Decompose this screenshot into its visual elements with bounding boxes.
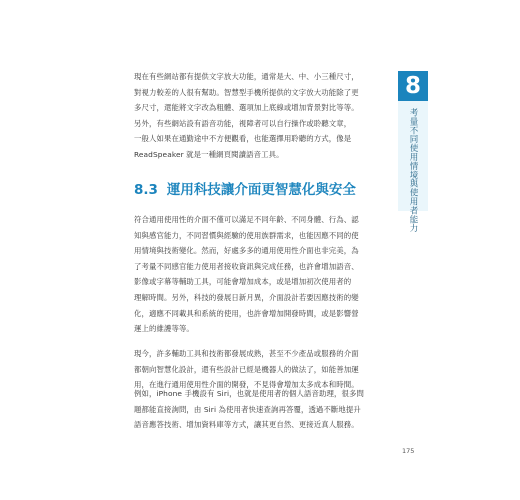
text-line: 多尺寸，還能將文字改為粗體、選項加上底線或增加背景對比等等。 bbox=[134, 103, 359, 113]
section-title: 運用科技讓介面更智慧化與安全 bbox=[166, 182, 356, 198]
text-line: 例如，iPhone 手機設有 Siri，也就是使用者的個人語音助理，很多問 bbox=[134, 389, 364, 398]
text-line: 用情境與技術變化。然而，好處多多的通用使用性介面也非完美，為 bbox=[134, 246, 359, 256]
text-line: ReadSpeaker 就是一種網頁閱讀語音工具。 bbox=[134, 149, 284, 159]
text-line: 現在有些網站都有提供文字放大功能，通常是大、中、小三種尺寸， bbox=[134, 72, 359, 81]
text-line: 題都能直接詢問，由 Siri 為使用者快速查詢再答覆，透過不斷地提升 bbox=[134, 404, 361, 414]
page-number: 175 bbox=[402, 447, 415, 455]
chapter-tab bbox=[398, 71, 428, 233]
paragraph-universal-usability bbox=[134, 212, 384, 337]
text-line: 對視力較差的人很有幫助。智慧型手機所提供的文字放大功能除了更 bbox=[134, 87, 359, 97]
section-number: 8.3 bbox=[134, 182, 158, 198]
text-line: 都朝向智慧化設計，還有些設計已經是機器人的做法了，如能善加運 bbox=[134, 364, 359, 374]
text-line: 符合通用使用性的介面不僅可以滿足不同年齡、不同身體、行為、認 bbox=[134, 215, 359, 224]
text-line: 了考量不同感官能力使用者接收資訊與完成任務，也許會增加語音、 bbox=[134, 261, 359, 271]
text-line: 運上的維護等等。 bbox=[134, 324, 194, 334]
text-line: 理解時間。另外，科技的發展日新月異，介面設計若要因應技術的變 bbox=[134, 292, 359, 302]
text-line: 另外，有些網站設有語音功能，視障者可以自行操作或聆聽文章， bbox=[134, 118, 352, 128]
paragraph-text-zoom bbox=[134, 69, 384, 163]
text-line: 用，在進行通用使用性介面的開發，不見得會增加太多成本和時間。 bbox=[134, 380, 359, 390]
text-line: 化，適應不同載具和系統的使用，也許會增加開發時間，或是影響營 bbox=[134, 308, 359, 318]
text-line: 一般人如果在通勤途中不方便觀看，也能選擇用聆聽的方式，像是 bbox=[134, 134, 352, 144]
text-line: 現今，許多輔助工具和技術都發展成熟，甚至不少產品或服務的介面 bbox=[134, 349, 359, 358]
text-line: 語音應答技術、增加資料庫等方式，讓其更自然、更接近真人服務。 bbox=[134, 420, 359, 430]
paragraph-siri-example bbox=[134, 386, 384, 433]
text-line: 影像或字幕等輔助工具，可能會增加成本，或是增加初次使用者的 bbox=[134, 277, 352, 287]
section-heading bbox=[134, 178, 356, 198]
chapter-number: 8 bbox=[398, 71, 428, 101]
chapter-title: 考量不同使用情境與使用者能力 bbox=[408, 108, 418, 233]
text-line: 知與感官能力，不同習慣與經驗的使用族群需求，也能因應不同的使 bbox=[134, 230, 359, 240]
